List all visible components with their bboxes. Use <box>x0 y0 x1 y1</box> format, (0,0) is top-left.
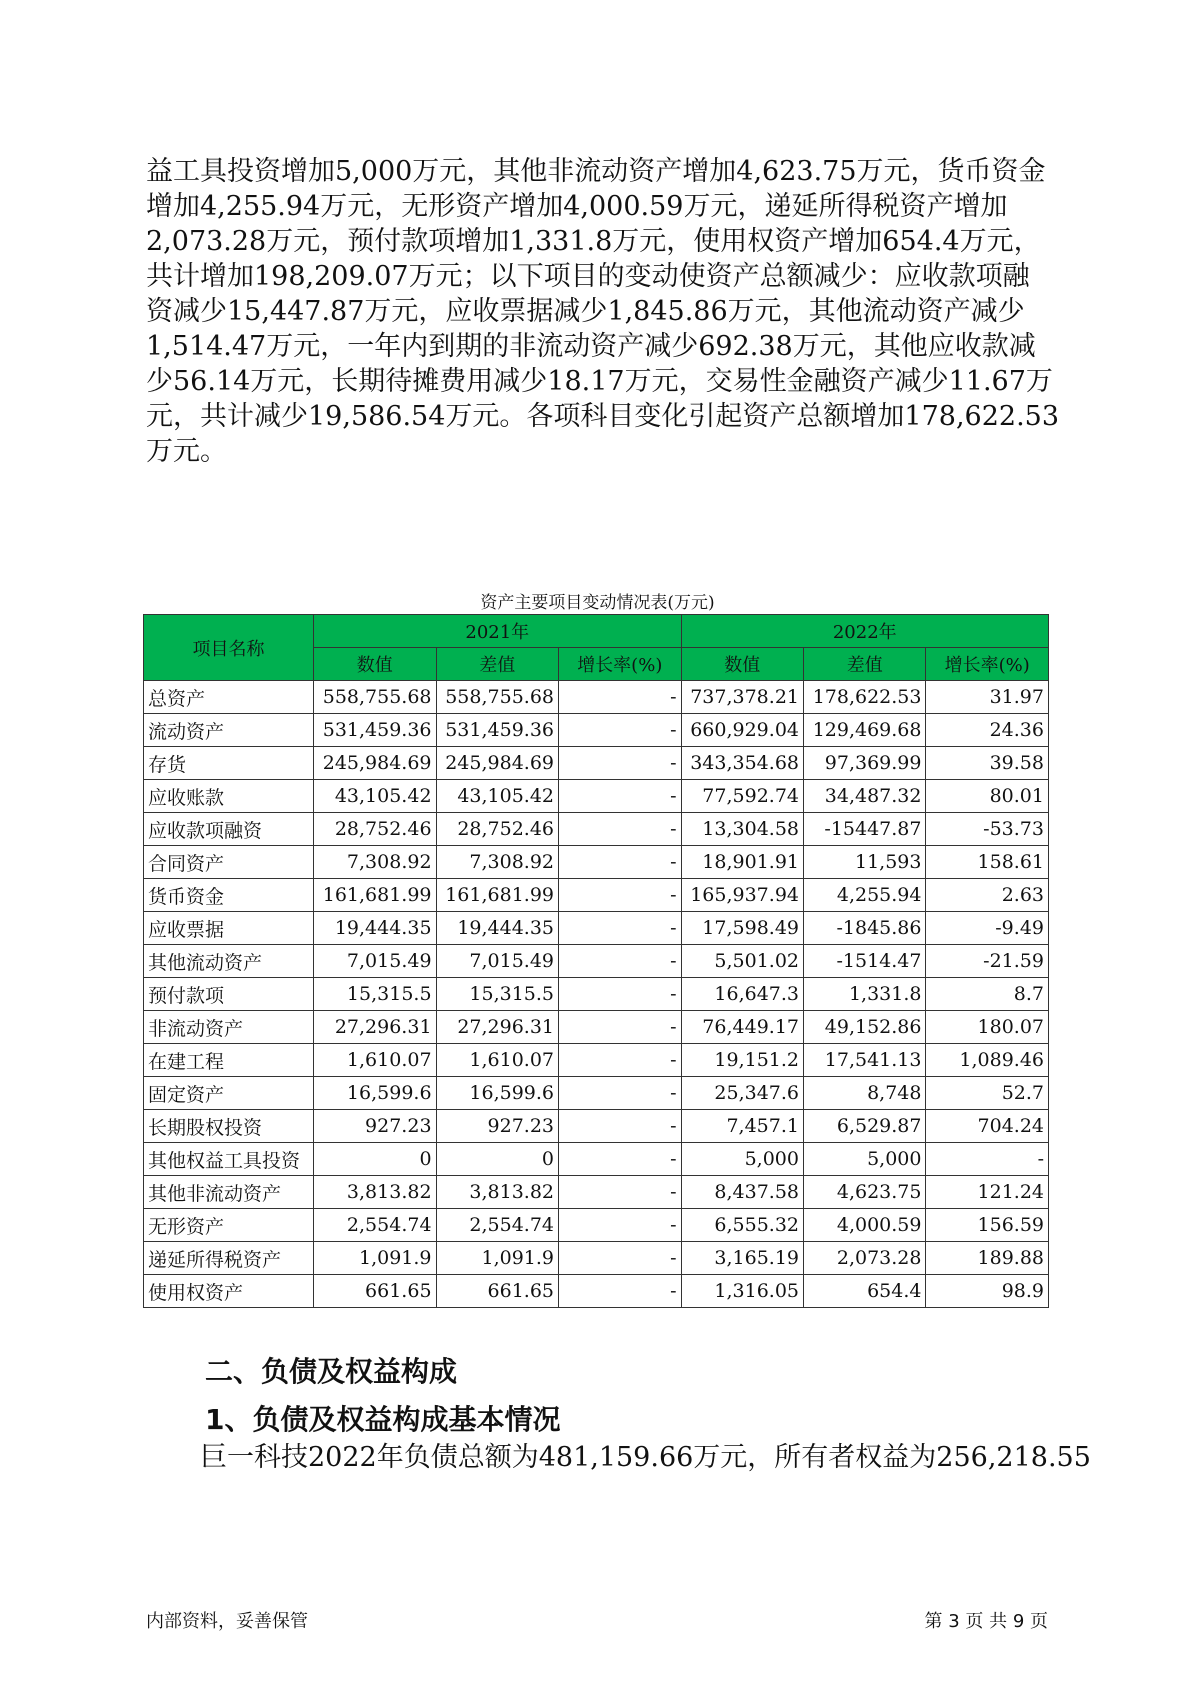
table-cell: 8,437.58 <box>681 1176 803 1209</box>
table-cell: - <box>559 1110 682 1143</box>
table-cell: - <box>559 846 682 879</box>
table-cell: 5,501.02 <box>681 945 803 978</box>
table-cell: 52.7 <box>926 1077 1049 1110</box>
row-label-cell: 长期股权投资 <box>144 1110 314 1143</box>
table-cell: - <box>926 1143 1049 1176</box>
table-cell: 43,105.42 <box>436 780 558 813</box>
table-cell: 18,901.91 <box>681 846 803 879</box>
table-cell: -53.73 <box>926 813 1049 846</box>
table-cell: 531,459.36 <box>314 714 436 747</box>
paragraph-line: 少56.14万元，长期待摊费用减少18.17万元，交易性金融资产减少11.67万 <box>146 366 1053 397</box>
table-cell: 16,599.6 <box>436 1077 558 1110</box>
table-cell: 156.59 <box>926 1209 1049 1242</box>
row-label-cell: 使用权资产 <box>144 1275 314 1308</box>
table-cell: 3,813.82 <box>436 1176 558 1209</box>
table-caption: 资产主要项目变动情况表(万元) <box>480 593 715 613</box>
table-cell: 927.23 <box>436 1110 558 1143</box>
table-cell: 8,748 <box>804 1077 926 1110</box>
table-cell: - <box>559 978 682 1011</box>
paragraph-line: 资减少15,447.87万元，应收票据减少1,845.86万元，其他流动资产减少 <box>146 296 1025 327</box>
table-cell: 661.65 <box>314 1275 436 1308</box>
table-cell: - <box>559 1077 682 1110</box>
table-row <box>144 1143 1049 1176</box>
table-cell: 129,469.68 <box>804 714 926 747</box>
table-row <box>144 747 1049 780</box>
table-cell: 927.23 <box>314 1110 436 1143</box>
table-cell: 161,681.99 <box>436 879 558 912</box>
header-value-2021: 数值 <box>314 648 436 681</box>
table-cell: 3,813.82 <box>314 1176 436 1209</box>
row-label-cell: 递延所得税资产 <box>144 1242 314 1275</box>
table-cell: 0 <box>436 1143 558 1176</box>
table-cell: 7,308.92 <box>314 846 436 879</box>
table-cell: 5,000 <box>804 1143 926 1176</box>
table-row <box>144 912 1049 945</box>
table-cell: - <box>559 780 682 813</box>
row-label-cell: 货币资金 <box>144 879 314 912</box>
paragraph-line: 增加4,255.94万元，无形资产增加4,000.59万元，递延所得税资产增加 <box>146 191 1008 222</box>
table-cell: 121.24 <box>926 1176 1049 1209</box>
table-cell: 5,000 <box>681 1143 803 1176</box>
table-cell: - <box>559 945 682 978</box>
table-cell: 180.07 <box>926 1011 1049 1044</box>
row-label-cell: 应收款项融资 <box>144 813 314 846</box>
header-item-name: 项目名称 <box>144 615 314 681</box>
table-cell: 31.97 <box>926 681 1049 714</box>
table-cell: 189.88 <box>926 1242 1049 1275</box>
table-cell: 737,378.21 <box>681 681 803 714</box>
table-cell: - <box>559 879 682 912</box>
table-cell: 43,105.42 <box>314 780 436 813</box>
body-paragraph <box>146 154 1060 469</box>
subsection-heading: 1、负债及权益构成基本情况 <box>205 1403 561 1436</box>
header-growth-2021: 增长率(%) <box>559 648 682 681</box>
row-label-cell: 存货 <box>144 747 314 780</box>
table-cell: - <box>559 912 682 945</box>
body-paragraph-2: 巨一科技2022年负债总额为481,159.66万元，所有者权益为256,218.55 <box>200 1442 1091 1473</box>
table-cell: 13,304.58 <box>681 813 803 846</box>
table-cell: 245,984.69 <box>436 747 558 780</box>
table-cell: 17,598.49 <box>681 912 803 945</box>
table-cell: 661.65 <box>436 1275 558 1308</box>
table-cell: 80.01 <box>926 780 1049 813</box>
table-cell: 558,755.68 <box>314 681 436 714</box>
table-cell: - <box>559 1143 682 1176</box>
table-cell: -1845.86 <box>804 912 926 945</box>
section-heading: 二、负债及权益构成 <box>205 1355 458 1388</box>
table-cell: 531,459.36 <box>436 714 558 747</box>
table-cell: 1,316.05 <box>681 1275 803 1308</box>
table-cell: 15,315.5 <box>314 978 436 1011</box>
table-row <box>144 1110 1049 1143</box>
table-cell: 165,937.94 <box>681 879 803 912</box>
table-cell: 654.4 <box>804 1275 926 1308</box>
table-cell: 11,593 <box>804 846 926 879</box>
paragraph-line: 1,514.47万元，一年内到期的非流动资产减少692.38万元，其他应收款减 <box>146 331 1036 362</box>
table-body <box>144 681 1049 1308</box>
table-cell: 1,089.46 <box>926 1044 1049 1077</box>
table-row <box>144 846 1049 879</box>
table-cell: 660,929.04 <box>681 714 803 747</box>
row-label-cell: 其他非流动资产 <box>144 1176 314 1209</box>
table-cell: - <box>559 1176 682 1209</box>
table-cell: 2,073.28 <box>804 1242 926 1275</box>
row-label-cell: 其他权益工具投资 <box>144 1143 314 1176</box>
table-row <box>144 1176 1049 1209</box>
table-cell: - <box>559 1044 682 1077</box>
table-cell: - <box>559 747 682 780</box>
table-cell: 1,091.9 <box>314 1242 436 1275</box>
table-cell: 178,622.53 <box>804 681 926 714</box>
footer-page-number: 第 3 页 共 9 页 <box>924 1611 1048 1632</box>
paragraph-line: 益工具投资增加5,000万元，其他非流动资产增加4,623.75万元，货币资金 <box>146 156 1046 187</box>
row-label-cell: 无形资产 <box>144 1209 314 1242</box>
table-cell: 4,000.59 <box>804 1209 926 1242</box>
table-cell: 1,331.8 <box>804 978 926 1011</box>
table-row <box>144 1011 1049 1044</box>
table-cell: 98.9 <box>926 1275 1049 1308</box>
table-cell: 28,752.46 <box>436 813 558 846</box>
table-row <box>144 714 1049 747</box>
table-cell: 0 <box>314 1143 436 1176</box>
table-cell: 1,091.9 <box>436 1242 558 1275</box>
header-growth-2022: 增长率(%) <box>926 648 1049 681</box>
table-cell: 34,487.32 <box>804 780 926 813</box>
header-year-2022: 2022年 <box>681 615 1048 648</box>
table-cell: 7,457.1 <box>681 1110 803 1143</box>
table-cell: 25,347.6 <box>681 1077 803 1110</box>
table-cell: 39.58 <box>926 747 1049 780</box>
table-cell: 2,554.74 <box>436 1209 558 1242</box>
table-cell: 76,449.17 <box>681 1011 803 1044</box>
table-cell: 97,369.99 <box>804 747 926 780</box>
table-cell: - <box>559 1242 682 1275</box>
table-cell: 27,296.31 <box>314 1011 436 1044</box>
table-cell: -21.59 <box>926 945 1049 978</box>
table-row <box>144 1242 1049 1275</box>
table-cell: 4,255.94 <box>804 879 926 912</box>
table-cell: 245,984.69 <box>314 747 436 780</box>
table-row <box>144 879 1049 912</box>
table-cell: -9.49 <box>926 912 1049 945</box>
paragraph-line: 万元。 <box>146 436 227 467</box>
header-diff-2021: 差值 <box>436 648 558 681</box>
table-cell: 16,599.6 <box>314 1077 436 1110</box>
table-cell: 6,555.32 <box>681 1209 803 1242</box>
table-cell: - <box>559 813 682 846</box>
table-cell: 3,165.19 <box>681 1242 803 1275</box>
table-cell: - <box>559 1011 682 1044</box>
table-cell: 27,296.31 <box>436 1011 558 1044</box>
table-row <box>144 1044 1049 1077</box>
table-cell: 28,752.46 <box>314 813 436 846</box>
table-cell: 16,647.3 <box>681 978 803 1011</box>
table-cell: 1,610.07 <box>314 1044 436 1077</box>
paragraph-line: 2,073.28万元，预付款项增加1,331.8万元，使用权资产增加654.4万元， <box>146 226 1041 257</box>
row-label-cell: 流动资产 <box>144 714 314 747</box>
table-cell: 49,152.86 <box>804 1011 926 1044</box>
header-diff-2022: 差值 <box>804 648 926 681</box>
table-cell: 4,623.75 <box>804 1176 926 1209</box>
table-cell: - <box>559 714 682 747</box>
table-cell: - <box>559 1209 682 1242</box>
table-cell: - <box>559 681 682 714</box>
table-cell: -1514.47 <box>804 945 926 978</box>
table-cell: 17,541.13 <box>804 1044 926 1077</box>
table-row <box>144 681 1049 714</box>
row-label-cell: 应收账款 <box>144 780 314 813</box>
table-row <box>144 978 1049 1011</box>
table-row <box>144 945 1049 978</box>
footer-confidential-note: 内部资料，妥善保管 <box>146 1611 308 1632</box>
table-cell: 24.36 <box>926 714 1049 747</box>
table-cell: -15447.87 <box>804 813 926 846</box>
table-cell: 77,592.74 <box>681 780 803 813</box>
table-cell: 2.63 <box>926 879 1049 912</box>
table-cell: 2,554.74 <box>314 1209 436 1242</box>
table-cell: - <box>559 1275 682 1308</box>
table-cell: 15,315.5 <box>436 978 558 1011</box>
table-cell: 704.24 <box>926 1110 1049 1143</box>
table-cell: 7,308.92 <box>436 846 558 879</box>
table-cell: 8.7 <box>926 978 1049 1011</box>
table-cell: 1,610.07 <box>436 1044 558 1077</box>
asset-change-table <box>143 614 1049 1308</box>
row-label-cell: 合同资产 <box>144 846 314 879</box>
row-label-cell: 应收票据 <box>144 912 314 945</box>
row-label-cell: 固定资产 <box>144 1077 314 1110</box>
row-label-cell: 在建工程 <box>144 1044 314 1077</box>
table-cell: 343,354.68 <box>681 747 803 780</box>
row-label-cell: 预付款项 <box>144 978 314 1011</box>
table-row <box>144 1077 1049 1110</box>
table-row <box>144 780 1049 813</box>
table-cell: 161,681.99 <box>314 879 436 912</box>
table-cell: 158.61 <box>926 846 1049 879</box>
header-value-2022: 数值 <box>681 648 803 681</box>
table-cell: 19,151.2 <box>681 1044 803 1077</box>
table-row <box>144 1209 1049 1242</box>
table-row <box>144 1275 1049 1308</box>
table-row <box>144 813 1049 846</box>
paragraph-line: 元，共计减少19,586.54万元。各项科目变化引起资产总额增加178,622.53 <box>146 401 1060 432</box>
table-cell: 19,444.35 <box>436 912 558 945</box>
table-cell: 6,529.87 <box>804 1110 926 1143</box>
table-cell: 19,444.35 <box>314 912 436 945</box>
row-label-cell: 总资产 <box>144 681 314 714</box>
table-cell: 7,015.49 <box>436 945 558 978</box>
header-year-2021: 2021年 <box>314 615 681 648</box>
table-cell: 558,755.68 <box>436 681 558 714</box>
paragraph-line: 共计增加198,209.07万元；以下项目的变动使资产总额减少：应收款项融 <box>146 261 1030 292</box>
row-label-cell: 非流动资产 <box>144 1011 314 1044</box>
table-cell: 7,015.49 <box>314 945 436 978</box>
row-label-cell: 其他流动资产 <box>144 945 314 978</box>
